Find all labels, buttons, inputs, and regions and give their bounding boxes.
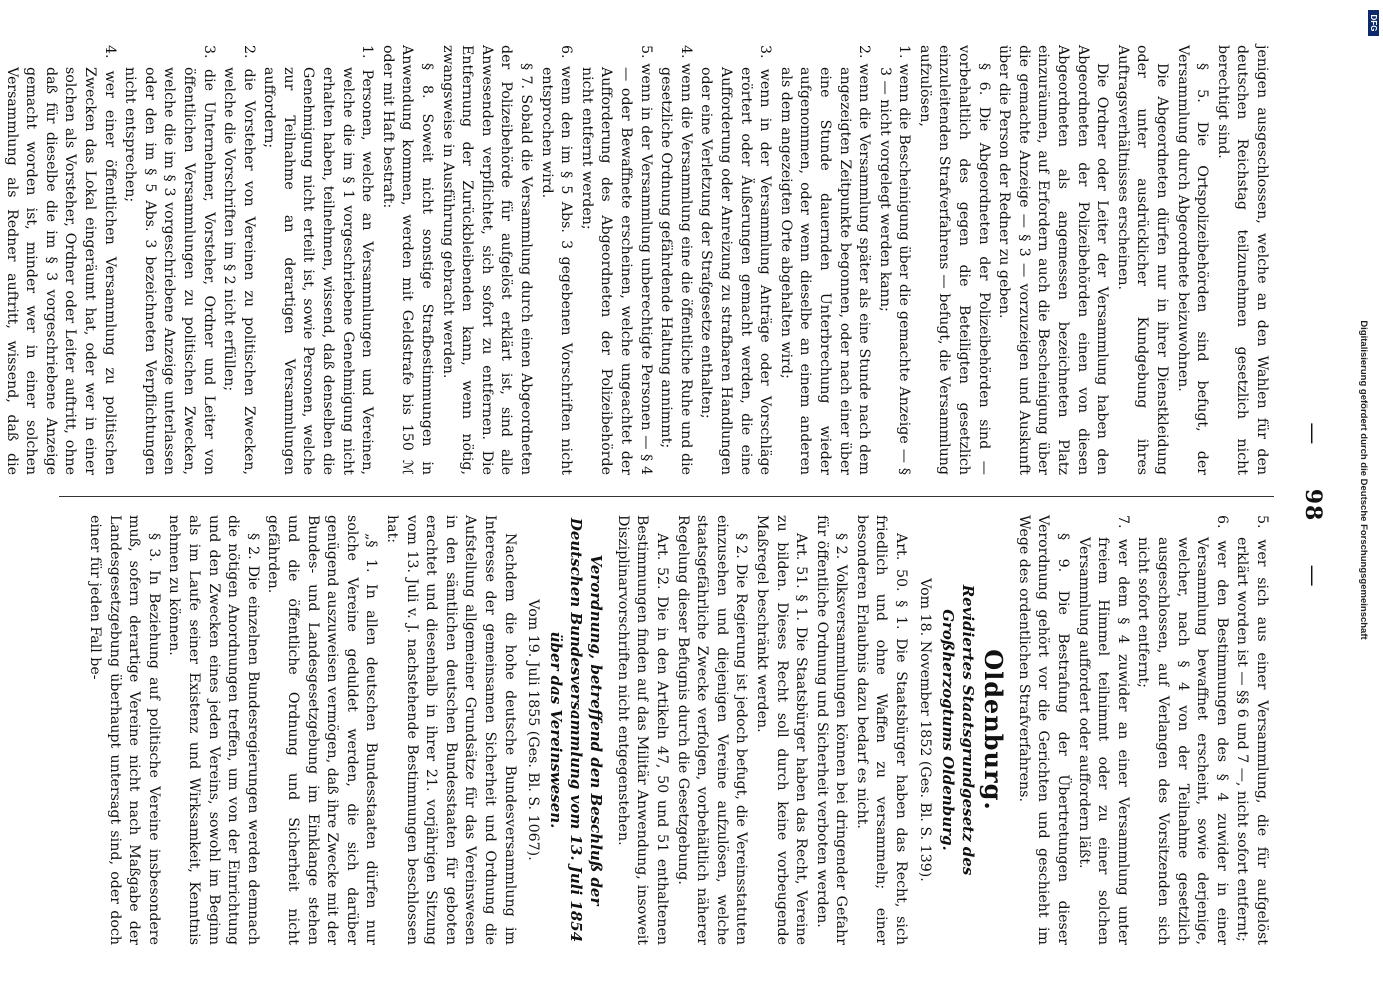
paragraph: § 7. Sobald die Versammlung durch einen Abgeordneten der Polizeibehörde für aufgelöst erklärt ist, sind alle Anwesenden verpflichtet, sich sofort zu entfernen. Die Entfernung der Zurückbleibenden kann, wenn nötig, zwangsweise in Ausführung gebracht werden.: [439, 45, 535, 475]
list-item: 3. die Unternehmer, Vorsteher, Ordner und Leiter von öffentlichen Versammlungen zu politischen Zwecken, welche die im § 3 vorgeschriebene Anzeige unterlassen oder den im § 5 Abs. 3 bezeichneten Verpflichtungen nicht entsprechen;: [122, 45, 217, 475]
law-date: Vom 19. Juli 1855 (Ges. Bl. S. 1067).: [525, 599, 542, 861]
paragraph: § 9. Die Bestrafung der Übertretungen dieser Verordnung gehört vor die Gerichten und geschieht im Wege des ordentlichen Strafverfahrens.: [1015, 515, 1072, 945]
left-column: [3, 45, 1271, 475]
paragraph: Die Abgeordneten dürfen nur in ihrer Dienstkleidung oder unter ausdrücklicher Kundgebung ihres Auftragsverhältnisses erscheinen.: [1114, 45, 1171, 475]
law-title: Verordnung, betreffend den Beschluß der Deutschen Bundesversammlung vom 13. Juli 1854 über das Vereinswesen.: [547, 517, 606, 943]
paragraph: § 2. Die einzelnen Bundesregierungen werden demnach die nötigen Anordnungen treffen, um von der Einrichtung und den Zwecken eines jeden Vereins, sowohl im Beginn als im Laufe seiner Existenz und Wirksamkeit, Kenntnis nehmen zu können.: [166, 515, 261, 945]
law-date: Vom 18. November 1852 (Ges. Bl. S. 139).: [916, 578, 933, 882]
paragraph: § 6. Die Abgeordneten der Polizeibehörden sind — vorbehaltlich des gegen die Beteiligten gesetzlich einzuleitenden Strafverfahrens — befugt, die Versammlung aufzulösen,: [916, 45, 992, 475]
list-item: 2. die Vorsteher von Vereinen zu politischen Zwecken, welche die Vorschriften im § 2 nicht erfüllen;: [221, 45, 257, 475]
page-number: 98: [1300, 488, 1326, 522]
dfg-logo: [1368, 10, 1379, 36]
paragraph: „§ 1. In allen deutschen Bundesstaaten dürfen nur solche Vereine geduldet werden, die sich darüber genügend auszuweisen vermögen, daß ihre Zwecke mit der Bundes- und Landesgesetzgebung im Einklange stehen und die öffentliche Ordnung und Sicherheit nicht gefährden.: [265, 515, 380, 945]
paragraph: § 2. Die Regierung ist jedoch befugt, die Vereinsstatuten einzusehen und diejenigen Vereine aufzulösen, welche staatsgefährliche Zwecke verfolgen, vorbehältlich näherer Regelung dieser Befugnis durch die Gesetzgebung.: [674, 515, 750, 945]
dfg-logo-text: DFG: [1369, 14, 1378, 32]
paragraph: § 2. Volksversammlungen können bei dringender Gefahr für öffentliche Ordnung und Sicherheit verboten werden.: [813, 515, 850, 945]
list-item: 4. wer einer öffentlichen Versammlung zu politischen Zwecken das Lokal eingeräumt hat, oder wer in einer solchen als Vorsteher, Ordner oder Leiter auftritt, ohne daß für dieselbe die im § 3 vorgeschriebene Anzeige gemacht worden ist, minder wer in einer solchen Versammlung als Redner auftritt, wissend, daß die: [3, 45, 118, 475]
paragraph: Die Ordner oder Leiter der Versammlung haben den Abgeordneten der Polizeibehörden einen von diesen Abgeordneten als angemessen bezeichneten Platz einzuräumen, auf Erfordern auch die Bescheinigung über die gemachte Anzeige — § 3 — vorzuzeigen und Auskunft über die Person der Redner zu geben.: [996, 45, 1111, 475]
paragraph: § 3. In Beziehung auf politische Vereine insbesondere muß, sofern derartige Vereine nicht nach Maßgabe der Landesgesetzgebung überhaupt untersagt sind, oder doch einer für jeden Fall be-: [87, 515, 162, 945]
column-divider: [59, 496, 1274, 497]
list-item: 1. Personen, welche an Versammlungen und Vereinen, welche die im § 1 vorgeschriebene Genehmigung nicht erhalten haben, teilnehmen, wissend, daß denselben die Genehmigung nicht erteilt ist, sowie Personen, welche zur Teilnahme an derartigen Versammlungen auffordern;: [261, 45, 376, 475]
paragraph: § 8. Soweit nicht sonstige Strafbestimmungen in Anwendung kommen, werden mit Geldstrafe bis 150 ℳ oder mit Haft bestraft:: [379, 45, 436, 475]
list-item: 2. wenn die Versammlung später als eine Stunde nach dem angezeigten Zeitpunkte begonnen, oder nach einer über eine Stunde dauernden Unterbrechung wieder aufgenommen, oder wenn dieselbe an einem anderen als dem angezeigten Orte abgehalten wird;: [777, 45, 873, 475]
list-item: 6. wenn den im § 5 Abs. 3 gegebenen Vorschriften nicht entsprochen wird.: [538, 45, 575, 475]
header-dash-right: —: [1300, 564, 1325, 588]
list-item: 7. wer dem § 4 zuwider an einer Versammlung unter freiem Himmel teilnimmt oder zu einer solchen Versammlung auffordert oder auffordern läßt.: [1075, 515, 1131, 945]
list-item: 1. wenn die Bescheinigung über die gemachte Anzeige — § 3 — nicht vorgelegt werden kann;: [876, 45, 913, 475]
list-item: 4. wenn die Versammlung eine die öffentliche Ruhe und die gesetzliche Ordnung gefährdende Haltung annimmt;: [658, 45, 694, 475]
digitization-credit-text: Digitalisierung gefördert durch die Deutsche Forschungsgemeinschaft: [1358, 320, 1369, 640]
list-item: 3. wenn in der Versammlung Anträge oder Vorschläge erörtert oder Äußerungen gemacht werden, die eine Aufforderung oder Anreizung zu strafbaren Handlungen oder eine Verletzung der Strafgesetze enthalten;: [698, 45, 774, 475]
paragraph: Art. 51. § 1. Die Staatsbürger haben das Recht, Vereine zu bilden. Dieses Recht soll durch keine vorbeugende Maßregel beschränkt werden.: [753, 515, 810, 945]
paragraph: Nachdem die hohe deutsche Bundesversammlung im Interesse der gemeinsamen Sicherheit und Ordnung die Aufstellung allgemeiner Grundsätze für das Vereinswesen in den sämtlichen deutschen Bundesstaaten für geboten erachtet und diesenhalb in ihrer 21. vorjährigen Sitzung vom 13. Juli v. J. nachstehende Bestimmungen beschlossen hat:: [384, 515, 518, 945]
page-header: [1286, 45, 1326, 965]
paragraph: Art. 52. Die in den Artikeln 47, 50 und 51 enthaltenen Bestimmungen finden auf das Militär Anwendung, insoweit Disziplinarvorschriften nicht entgegenstehen.: [614, 515, 670, 945]
paragraph: § 5. Die Ortspolizeibehörden sind befugt, der Versammlung durch Abgeordnete beizuwohnen.: [1174, 45, 1211, 475]
list-item: 5. wer sich aus einer Versammlung, die für aufgelöst erklärt worden ist — §§ 6 und 7 —, nicht sofort entfernt;: [1234, 515, 1270, 945]
digitization-credit: [1357, 40, 1369, 920]
paragraph: Art. 50. § 1. Die Staatsbürger haben das Recht, sich friedlich und ohne Waffen zu versammeln; einer besonderen Erlaubnis dazu bedarf es nicht.: [853, 515, 910, 945]
right-column: [56, 515, 1271, 945]
list-item: 5. wenn in der Versammlung unberechtigte Personen — § 4 — oder Bewaffnete erscheinen, welche ungeachtet der Aufforderung des Abgeordneten der Polizeibehörde nicht entfernt werden;: [578, 45, 654, 475]
header-dash-left: —: [1300, 422, 1325, 446]
paragraph: jenigen ausgeschlossen, welche an den Wahlen für den deutschen Reichstag teilzunehmen gesetzlich nicht berechtigt sind.: [1214, 45, 1270, 475]
section-heading: Oldenburg.: [979, 649, 1009, 811]
rotated-page-content: [3, 45, 1326, 965]
law-title: Revidiertes Staatsgrundgesetz des Großherzogtums Oldenburg.: [938, 584, 977, 876]
list-item: 6. wer den Bestimmungen des § 4 zuwider in einer Versammlung bewaffnet erscheint, sowie derjenige, welcher, nach § 4 von der Teilnahme gesetzlich ausgeschlossen, auf Verlangen des Vorsitzenden sich nicht sofort entfernt;: [1135, 515, 1230, 945]
